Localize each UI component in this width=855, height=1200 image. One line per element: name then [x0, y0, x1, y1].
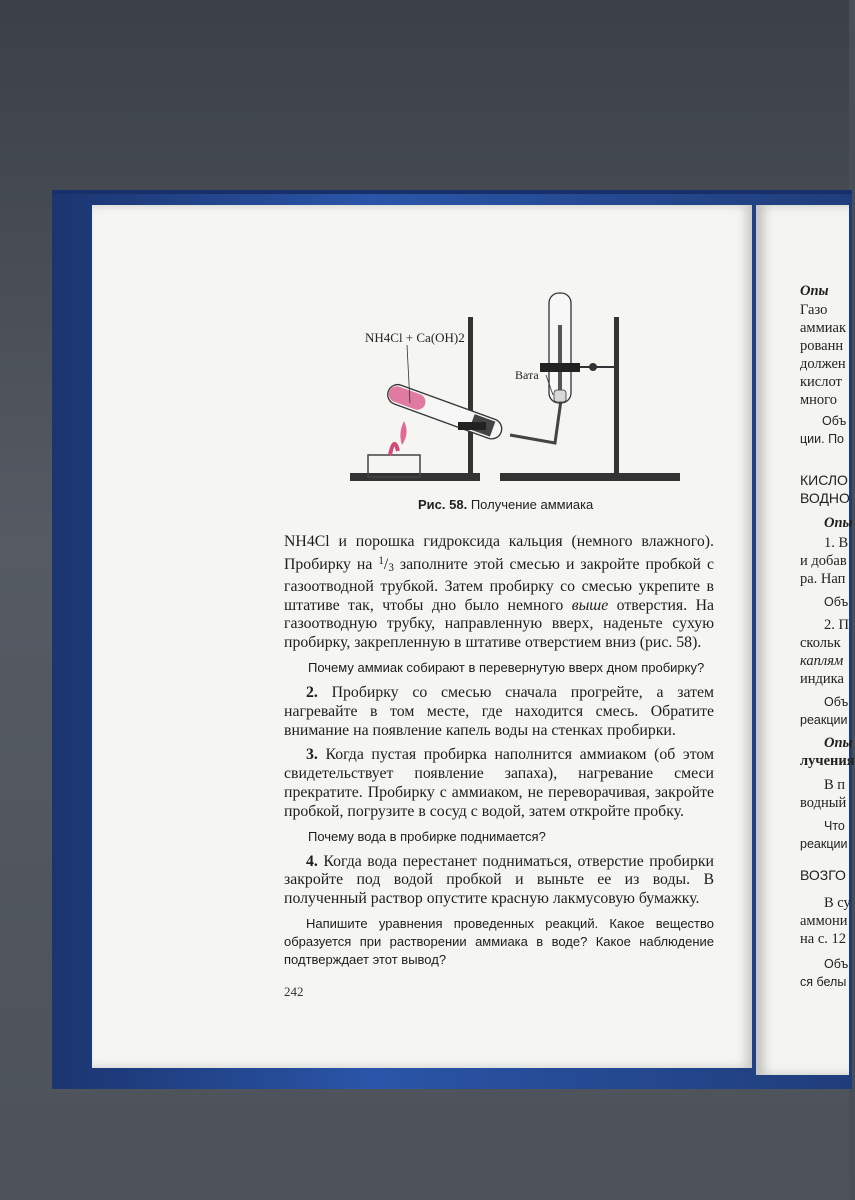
cotton-wool: [554, 390, 566, 402]
caption-number: Рис. 58.: [418, 497, 468, 512]
caption-text: Получение аммиака: [470, 497, 594, 512]
rp-line: Объ: [822, 414, 847, 428]
step-2-number: 2.: [306, 683, 318, 701]
rp-line: Что: [824, 819, 845, 833]
step-4: [284, 853, 714, 909]
step-4-number: 4.: [306, 852, 318, 870]
step-2: [284, 684, 714, 740]
rp-line: индика: [800, 671, 844, 687]
fraction-denominator: 3: [388, 561, 394, 574]
step-4-text: Когда вода перестанет подниматься, отверстие пробирки закройте под водой пробкой и выньте ее из воды. В полученный раствор опустите красную лакмусовую бумажку.: [284, 852, 714, 908]
rp-line: КИСЛО: [800, 472, 848, 488]
right-stand-rod: [614, 317, 619, 475]
rp-line: Объ: [824, 695, 849, 709]
rp-line: каплям: [800, 653, 844, 669]
formula-label: NH4Cl + Ca(OH)2: [365, 330, 465, 345]
emphasis-word: выше: [571, 596, 609, 614]
rp-line: и добав: [800, 553, 847, 569]
figure-caption: [418, 497, 593, 512]
flame-icon: [400, 421, 406, 445]
rp-line: ции. По: [800, 432, 845, 446]
right-stand-base: [500, 473, 680, 481]
rp-line: ся белы: [800, 975, 847, 989]
rp-line: 2. П: [824, 617, 849, 633]
question-1: Почему аммиак собирают в перевернутую вверх дном пробирку?: [308, 659, 705, 675]
rp-line: В п: [824, 777, 846, 793]
paragraph-1-part-c: отверстия. На газоотводную трубку, направленную вверх, наденьте сухую пробирку, закрепленную в штативе отверстием вниз (рис. 58).: [284, 596, 714, 652]
rp-line: реакции: [800, 713, 848, 727]
right-clamp: [540, 363, 580, 372]
rp-line: ВОДНО: [800, 490, 850, 506]
rp-line: Объ: [824, 595, 849, 609]
step-2-text: Пробирку со смесью сначала прогрейте, а затем нагревайте в том месте, где находится смесь. Обратите внимание на появление капель воды на стенках пробирки.: [284, 683, 714, 739]
inner-tube: [558, 325, 562, 395]
rp-line: реакции: [800, 837, 848, 851]
right-page: [756, 205, 855, 1075]
clamp-screw-icon: [589, 363, 597, 371]
step-3-text: Когда пустая пробирка наполнится аммиаком (об этом свидетельствует появление запаха), нагревание смеси прекратите. Пробирку с аммиаком, не переворачивая, закройте пробкой, погрузите в сосуд с водой, затем откройте пробку.: [284, 746, 714, 820]
rp-line: Газо: [800, 302, 828, 318]
left-stand-rod: [468, 317, 473, 475]
rp-line: аммиак: [800, 320, 847, 336]
rp-line: рованн: [800, 338, 844, 354]
rp-line: 1. В: [824, 535, 849, 551]
rp-line: В су: [824, 895, 851, 911]
rp-line: должен: [800, 356, 846, 372]
rp-line: лучения: [800, 753, 855, 769]
rp-line: водный: [800, 795, 847, 811]
main-text: [284, 533, 714, 975]
rp-line: много: [800, 392, 838, 408]
question-2: Почему вода в пробирке поднимается?: [308, 828, 546, 844]
paragraph-1-part-b: заполните этой смесью и закройте пробкой с газоотводной трубкой. Затем пробирку со смесью укрепите в штативе так, чтобы дно было немного: [284, 555, 714, 614]
formula-nh4cl: NH4Cl: [284, 533, 330, 550]
fraction-numerator: 1: [378, 554, 384, 567]
rp-line: кислот: [800, 374, 842, 390]
paragraph-1-part-a: и порошка гидроксида кальция (немного влажного). Пробирку на: [284, 533, 714, 573]
step-3: [284, 746, 714, 821]
rp-line: аммони: [800, 913, 848, 929]
rp-line: Объ: [824, 957, 849, 971]
rp-line: ра. Нап: [800, 571, 846, 587]
rp-line: Опы: [800, 283, 829, 299]
rp-line: на с. 12: [800, 931, 847, 947]
step-3-number: 3.: [306, 746, 318, 764]
left-clamp: [458, 422, 486, 430]
ammonia-apparatus-figure: [350, 285, 690, 495]
paragraph-1: NH4Cl и порошка гидроксида кальция (немного влажного). Пробирку на $^1$/3 заполните этой смесью и закройте пробкой с газоотводной трубкой. Затем пробирку со смесью укрепите в штативе так, чтобы дно было немного выше отверстия. На газоотводную трубку, направленную вверх, наденьте сухую пробирку, закрепленную в штативе отверстием вниз (рис. 58).: [284, 533, 714, 652]
cotton-label: Вата: [515, 368, 539, 382]
page-number: 242: [284, 984, 304, 999]
rp-line: Опы: [824, 735, 853, 751]
burner-wick-icon: [390, 444, 398, 455]
rp-line: ВОЗГО: [800, 867, 846, 883]
rp-line: скольк: [800, 635, 841, 651]
rp-line: Опы: [824, 515, 853, 531]
final-questions: Напишите уравнения проведенных реакций. Какое вещество образуется при растворении аммиака в воде? Какое наблюдение подтверждает этот вывод?: [284, 915, 714, 967]
